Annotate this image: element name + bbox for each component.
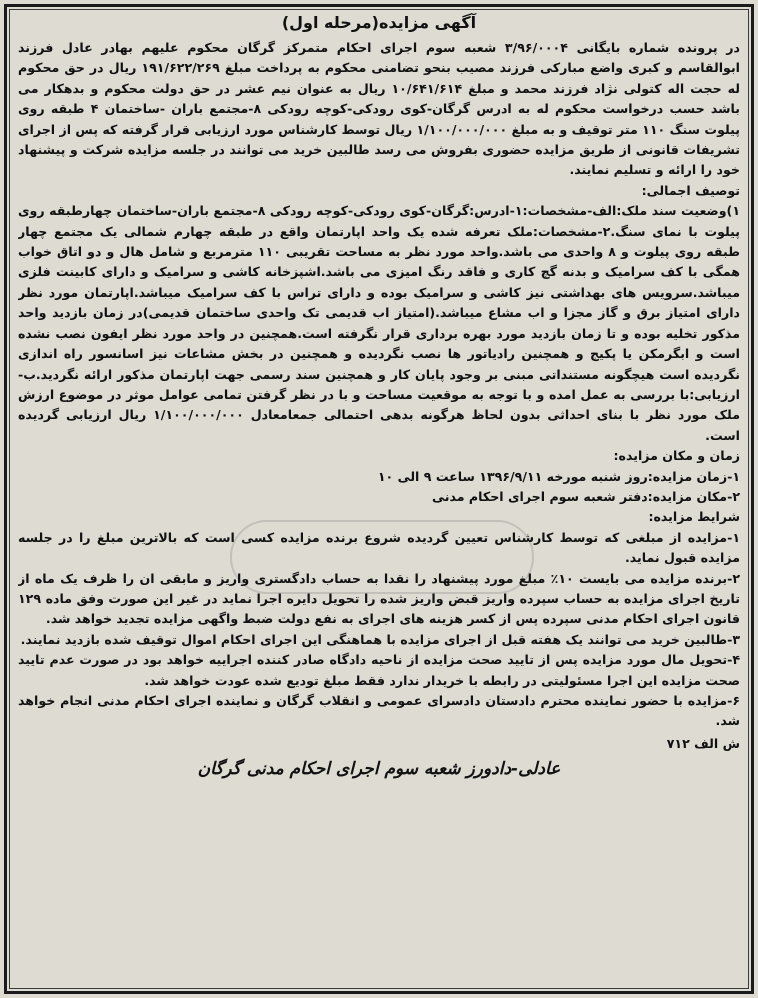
auction-time: ۱-زمان مزایده:روز شنبه مورخه ۱۳۹۶/۹/۱۱ ساعت ۹ الی ۱۰ — [377, 468, 740, 484]
time-place-heading: زمان و مکان مزایده: — [613, 448, 740, 464]
condition-item: ۱-مزایده از مبلغی که توسط کارشناس تعیین گردیده شروع برنده مزایده کسی است که بالاترین مبلغ را در جلسه مزایده قبول نماید. — [18, 529, 740, 566]
auction-place: ۲-مکان مزایده:دفتر شعبه سوم اجرای احکام مدنی — [431, 488, 740, 504]
conditions-heading: شرایط مزایده: — [648, 509, 740, 525]
condition-item: ۲-برنده مزایده می بایست ۱۰٪ مبلغ مورد پیشنهاد را نقدا به حساب دادگستری واریز و مابقی ان را ظرف یک ماه از تاریخ اجرای مزایده به حساب سپرده واریز قبض واریز شده را تحویل دایره اجرا نماید در غیر این صورت وفق ماده ۱۲۹ قانون اجرای احکام مدنی سپرده پس از کسر هزینه های اجرای به نفع دولت ضبط واگهی مزایده تجدید خواهد شد. — [18, 570, 740, 627]
condition-item: ۶-مزایده با حضور نماینده محترم دادستان دادسرای عمومی و انقلاب گرگان و نماینده اجرای احکام مدنی انجام خواهد شد. — [18, 693, 740, 729]
notice-body — [18, 12, 740, 986]
general-description: ۱)وضعیت سند ملک:الف-مشخصات:۱-ادرس:گرگان-کوی رودکی-کوچه رودکی ۸-مجتمع باران-ساختمان چهارطبقه روی پیلوت با نمای سنگ.۲-مشخصات:ملک تعرفه شده یک واحد اپارتمان واقع در طبقه چهارم شمالی یک مجتمع چهار طبقه روی پیلوت و ۸ واحدی می باشد.واحد مورد نظر به مساحت تقریبی ۱۱۰ مترمربع و شامل هال و دو اتاق خواب همگی با کف سرامیک و بدنه گچ کاری و فاقد رنگ امیزی می باشد.اشپزخانه کاشی و سرامیک و دارای کابینت فلزی میباشد.سرویس های بهداشتی نیز کاشی و سرامیک بوده و دارای تراس با کف سرامیک میباشد.اپارتمان مورد نظر دارای امتیاز برق و گاز مجزا و اب مشاع میباشد.(امتیاز اب قدیمی تک واحدی ساختمان قدیمی)در زمان بازدید واحد مذکور تخلیه بوده و تا زمان بازدید مورد بهره برداری قرار نگرفته است.همچنین در واحد مورد نظر ایفون نصب نشده است و ابگرمکن یا پکیج و همچنین رادیاتور ها نصب نگردیده و همچنین در بخش مشاعات نیز اسانسور راه اندازی نگردیده است هیچگونه مستنداتی مبنی بر وجود پایان کار و همچنین سند رسمی جهت اپارتمان مذکور ارائه نگردید.ب-ارزیابی:با بررسی به عمل امده و با توجه به موقعیت مساحت و با در نظر گرفتن تمامی عوامل موثر در موضوع ارزش ملک مورد نظر با بنای احداثی بدون لحاظ هرگونه بدهی احتمالی جمعامعادل ۱/۱۰۰/۰۰۰/۰۰۰ ریال ارزیابی گردیده است. — [18, 203, 740, 443]
general-heading: توصیف اجمالی: — [641, 182, 740, 198]
notice-title: آگهی مزایده(مرحله اول) — [281, 13, 477, 32]
condition-item: ۴-تحویل مال مورد مزایده پس از تایید صحت مزایده از ناحیه دادگاه صادر کننده اجراییه خواهد بود در صورت عدم تایید صحت مزایده این اجرا مسئولیتی در رابطه با خریدار ندارد فقط مبلغ تودیع شده عودت خواهد شد. — [18, 652, 740, 688]
condition-item: ۳-طالبین خرید می توانند یک هفته قبل از اجرای مزایده با هماهنگی این اجرای احکام اموال توقیف شده بازدید نمایند. — [20, 631, 740, 647]
intro-paragraph: در پرونده شماره بایگانی ۳/۹۶/۰۰۰۴ شعبه سوم اجرای احکام متمرکز گرگان محکوم علیهم بهادر عادل فرزند ابوالقاسم و کبری واضع مبارکی فرزند مصیب بنحو تضامنی محکوم به پرداخت مبلغ ۱۹۱/۶۲۲/۲۶۹ ریال در حق محکوم له حجت اله کتولی نژاد فرزند محمد و مبلغ ۱۰/۶۴۱/۶۱۴ ریال به عنوان نیم عشر در حق دولت محکوم و بدهکار می باشد حسب درخواست محکوم له به ادرس گرگان-کوی رودکی-کوچه رودکی ۸-مجتمع باران -ساختمان ۴ طبقه روی پیلوت سنگ ۱۱۰ متر توقیف و به مبلغ ۱/۱۰۰/۰۰۰/۰۰۰ ریال توسط کارشناس مورد ارزیابی قرار گرفته که پس از اجرای تشریفات قانونی از طریق مزایده حضوری بفروش می رسد طالبین خرید می توانند در جلسه مزایده شرکت و پیشنهاد خود را ارائه و تسلیم نمایند. — [18, 40, 740, 178]
signature-line: عادلی-دادورز شعبه سوم اجرای احکام مدنی گرگان — [197, 759, 561, 780]
notice-code: ش الف ۷۱۲ — [666, 735, 740, 751]
